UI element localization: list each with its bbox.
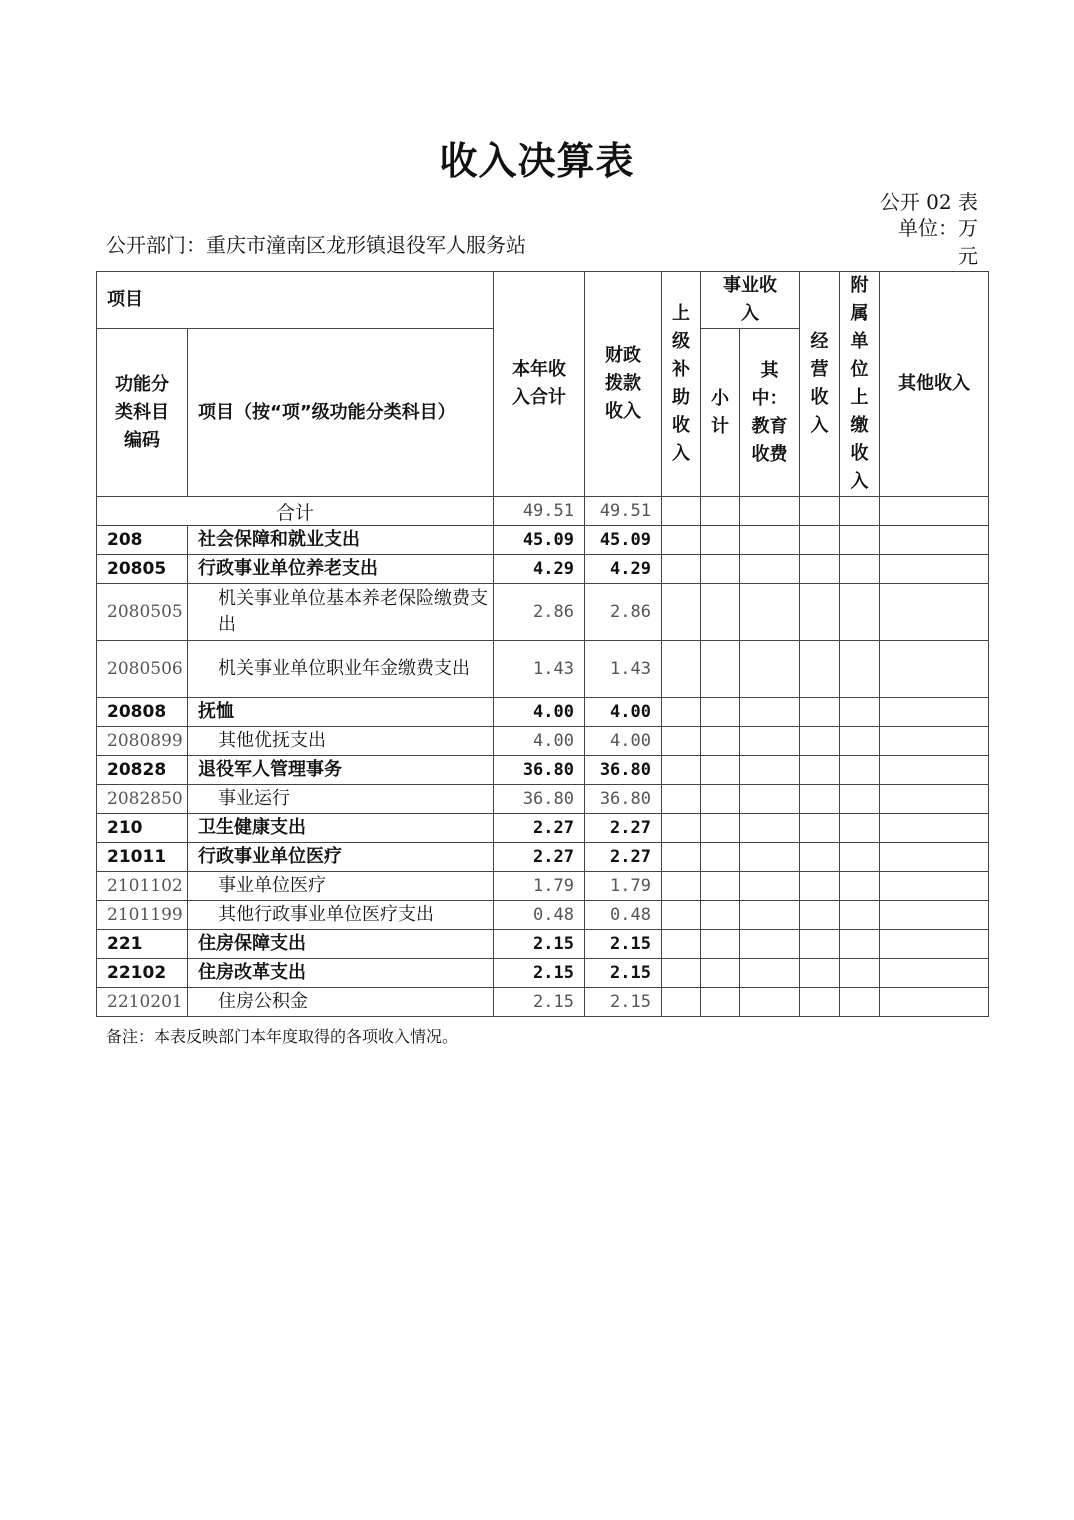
table-row [97, 641, 989, 698]
row-code: 2080506 [97, 641, 188, 698]
total-fiscal: 49.51 [585, 497, 662, 526]
row-annual-total: 1.43 [494, 641, 585, 698]
department-line [106, 229, 526, 258]
empty-cell [840, 641, 880, 698]
row-annual-total: 1.79 [494, 872, 585, 901]
row-annual-total: 2.86 [494, 584, 585, 641]
empty-cell [701, 756, 740, 785]
header-superior-subsidy: 上级补助收入 [662, 272, 701, 497]
empty-cell [880, 814, 989, 843]
empty-cell [880, 756, 989, 785]
empty-cell [662, 843, 701, 872]
table-row [97, 959, 989, 988]
row-code: 2210201 [97, 988, 188, 1017]
empty-cell [840, 555, 880, 584]
income-table [96, 271, 989, 1017]
table-row [97, 901, 989, 930]
row-annual-total: 2.27 [494, 843, 585, 872]
empty-cell [701, 584, 740, 641]
row-fiscal: 2.86 [585, 584, 662, 641]
header-item-name: 项目（按“项”级功能分类科目） [188, 329, 494, 497]
row-annual-total: 0.48 [494, 901, 585, 930]
empty-cell [701, 901, 740, 930]
empty-cell [740, 930, 800, 959]
empty-cell [880, 843, 989, 872]
empty-cell [740, 785, 800, 814]
row-fiscal: 2.15 [585, 930, 662, 959]
table-row [97, 526, 989, 555]
row-name: 行政事业单位医疗 [188, 843, 494, 872]
row-annual-total: 4.00 [494, 698, 585, 727]
form-number: 公开 02 表 [879, 190, 978, 214]
empty-cell [701, 641, 740, 698]
empty-cell [740, 756, 800, 785]
empty-cell [840, 901, 880, 930]
empty-cell [880, 727, 989, 756]
empty-cell [662, 814, 701, 843]
header-func-code: 功能分类科目编码 [97, 329, 188, 497]
empty-cell [800, 872, 840, 901]
header-annual-total: 本年收入合计 [494, 272, 585, 497]
row-annual-total: 36.80 [494, 756, 585, 785]
empty-cell [701, 814, 740, 843]
header-fiscal: 财政拨款收入 [585, 272, 662, 497]
empty-cell [800, 785, 840, 814]
empty-cell [662, 785, 701, 814]
row-name: 其他优抚支出 [188, 727, 494, 756]
row-fiscal: 45.09 [585, 526, 662, 555]
empty-cell [880, 584, 989, 641]
empty-cell [740, 843, 800, 872]
row-name: 住房改革支出 [188, 959, 494, 988]
row-name: 住房保障支出 [188, 930, 494, 959]
row-code: 221 [97, 930, 188, 959]
row-fiscal: 4.29 [585, 555, 662, 584]
empty-cell [880, 872, 989, 901]
empty-cell [701, 698, 740, 727]
empty-cell [800, 901, 840, 930]
row-code: 2101199 [97, 901, 188, 930]
empty-cell [800, 526, 840, 555]
row-annual-total: 45.09 [494, 526, 585, 555]
row-name: 机关事业单位职业年金缴费支出 [188, 641, 494, 698]
empty-cell [701, 843, 740, 872]
empty-cell [800, 555, 840, 584]
row-annual-total: 2.27 [494, 814, 585, 843]
empty-cell [840, 727, 880, 756]
row-fiscal: 1.79 [585, 872, 662, 901]
row-code: 2080505 [97, 584, 188, 641]
empty-cell [662, 584, 701, 641]
empty-cell [701, 988, 740, 1017]
empty-cell [740, 959, 800, 988]
row-code: 210 [97, 814, 188, 843]
row-fiscal: 4.00 [585, 698, 662, 727]
empty-cell [880, 555, 989, 584]
empty-cell [800, 843, 840, 872]
table-row [97, 698, 989, 727]
row-fiscal: 36.80 [585, 785, 662, 814]
empty-cell [701, 526, 740, 555]
empty-cell [662, 727, 701, 756]
empty-cell [740, 698, 800, 727]
footnote: 备注：本表反映部门本年度取得的各项收入情况。 [106, 1027, 459, 1046]
empty-cell [840, 988, 880, 1017]
empty-cell [740, 872, 800, 901]
row-annual-total: 2.15 [494, 988, 585, 1017]
empty-cell [800, 959, 840, 988]
table-row [97, 814, 989, 843]
empty-cell [880, 901, 989, 930]
row-name: 事业单位医疗 [188, 872, 494, 901]
empty-cell [740, 727, 800, 756]
total-row [97, 497, 989, 526]
empty-cell [800, 756, 840, 785]
empty-cell [840, 584, 880, 641]
row-code: 20808 [97, 698, 188, 727]
empty-cell [740, 526, 800, 555]
table-row [97, 584, 989, 641]
empty-cell [800, 641, 840, 698]
page-title: 收入决算表 [439, 139, 635, 183]
empty-cell [740, 988, 800, 1017]
empty-cell [662, 756, 701, 785]
header-project: 项目 [97, 272, 494, 329]
row-code: 20828 [97, 756, 188, 785]
header-business-income: 事业收入 [701, 272, 800, 329]
table-row [97, 843, 989, 872]
empty-cell [840, 526, 880, 555]
empty-cell [662, 930, 701, 959]
row-name: 行政事业单位养老支出 [188, 555, 494, 584]
empty-cell [740, 814, 800, 843]
empty-cell [840, 930, 880, 959]
department-name: 重庆市潼南区龙形镇退役军人服务站 [206, 233, 526, 257]
row-name: 机关事业单位基本养老保险缴费支出 [188, 584, 494, 641]
empty-cell [840, 872, 880, 901]
empty-cell [740, 901, 800, 930]
empty-cell [800, 930, 840, 959]
row-code: 20805 [97, 555, 188, 584]
empty-cell [701, 555, 740, 584]
empty-cell [662, 988, 701, 1017]
row-annual-total: 2.15 [494, 930, 585, 959]
empty-cell [662, 555, 701, 584]
unit-label: 单位：万元 [898, 216, 978, 268]
empty-cell [740, 641, 800, 698]
row-name: 住房公积金 [188, 988, 494, 1017]
empty-cell [880, 698, 989, 727]
row-fiscal: 2.27 [585, 843, 662, 872]
empty-cell [662, 526, 701, 555]
row-name: 其他行政事业单位医疗支出 [188, 901, 494, 930]
header-of-which-edu: 其中：教育收费 [740, 329, 800, 497]
row-fiscal: 36.80 [585, 756, 662, 785]
empty-cell [880, 930, 989, 959]
row-fiscal: 1.43 [585, 641, 662, 698]
row-code: 2082850 [97, 785, 188, 814]
empty-cell [880, 988, 989, 1017]
row-fiscal: 0.48 [585, 901, 662, 930]
row-name: 卫生健康支出 [188, 814, 494, 843]
empty-cell [701, 785, 740, 814]
empty-cell [740, 555, 800, 584]
empty-cell [662, 872, 701, 901]
row-annual-total: 36.80 [494, 785, 585, 814]
table-row [97, 872, 989, 901]
empty-cell [800, 698, 840, 727]
row-code: 208 [97, 526, 188, 555]
row-code: 2101102 [97, 872, 188, 901]
header-operating-income: 经营收入 [800, 272, 840, 497]
empty-cell [701, 959, 740, 988]
row-name: 社会保障和就业支出 [188, 526, 494, 555]
row-name: 抚恤 [188, 698, 494, 727]
header-other-income: 其他收入 [880, 272, 989, 497]
row-annual-total: 4.00 [494, 727, 585, 756]
empty-cell [740, 584, 800, 641]
total-label: 合计 [97, 497, 494, 526]
row-code: 2080899 [97, 727, 188, 756]
header-row-1 [97, 272, 989, 329]
row-name: 事业运行 [188, 785, 494, 814]
empty-cell [840, 843, 880, 872]
empty-cell [701, 930, 740, 959]
row-name: 退役军人管理事务 [188, 756, 494, 785]
empty-cell [880, 641, 989, 698]
row-annual-total: 4.29 [494, 555, 585, 584]
empty-cell [701, 872, 740, 901]
total-annual: 49.51 [494, 497, 585, 526]
empty-cell [840, 959, 880, 988]
empty-cell [880, 959, 989, 988]
empty-cell [840, 785, 880, 814]
row-code: 22102 [97, 959, 188, 988]
empty-cell [880, 526, 989, 555]
empty-cell [662, 901, 701, 930]
empty-cell [880, 785, 989, 814]
data-rows [97, 526, 989, 1017]
row-fiscal: 2.15 [585, 959, 662, 988]
empty-cell [800, 988, 840, 1017]
table-row [97, 727, 989, 756]
table-row [97, 785, 989, 814]
table-row [97, 756, 989, 785]
empty-cell [800, 727, 840, 756]
empty-cell [662, 641, 701, 698]
header-subtotal: 小计 [701, 329, 740, 497]
empty-cell [800, 814, 840, 843]
row-fiscal: 2.15 [585, 988, 662, 1017]
row-code: 21011 [97, 843, 188, 872]
empty-cell [662, 959, 701, 988]
row-fiscal: 4.00 [585, 727, 662, 756]
empty-cell [840, 698, 880, 727]
empty-cell [800, 584, 840, 641]
department-label: 公开部门： [106, 233, 206, 257]
empty-cell [701, 727, 740, 756]
empty-cell [662, 698, 701, 727]
row-annual-total: 2.15 [494, 959, 585, 988]
empty-cell [840, 814, 880, 843]
header-affiliated-income: 附属单位上缴收入 [840, 272, 880, 497]
table-row [97, 988, 989, 1017]
row-fiscal: 2.27 [585, 814, 662, 843]
table-row [97, 555, 989, 584]
table-row [97, 930, 989, 959]
empty-cell [840, 756, 880, 785]
